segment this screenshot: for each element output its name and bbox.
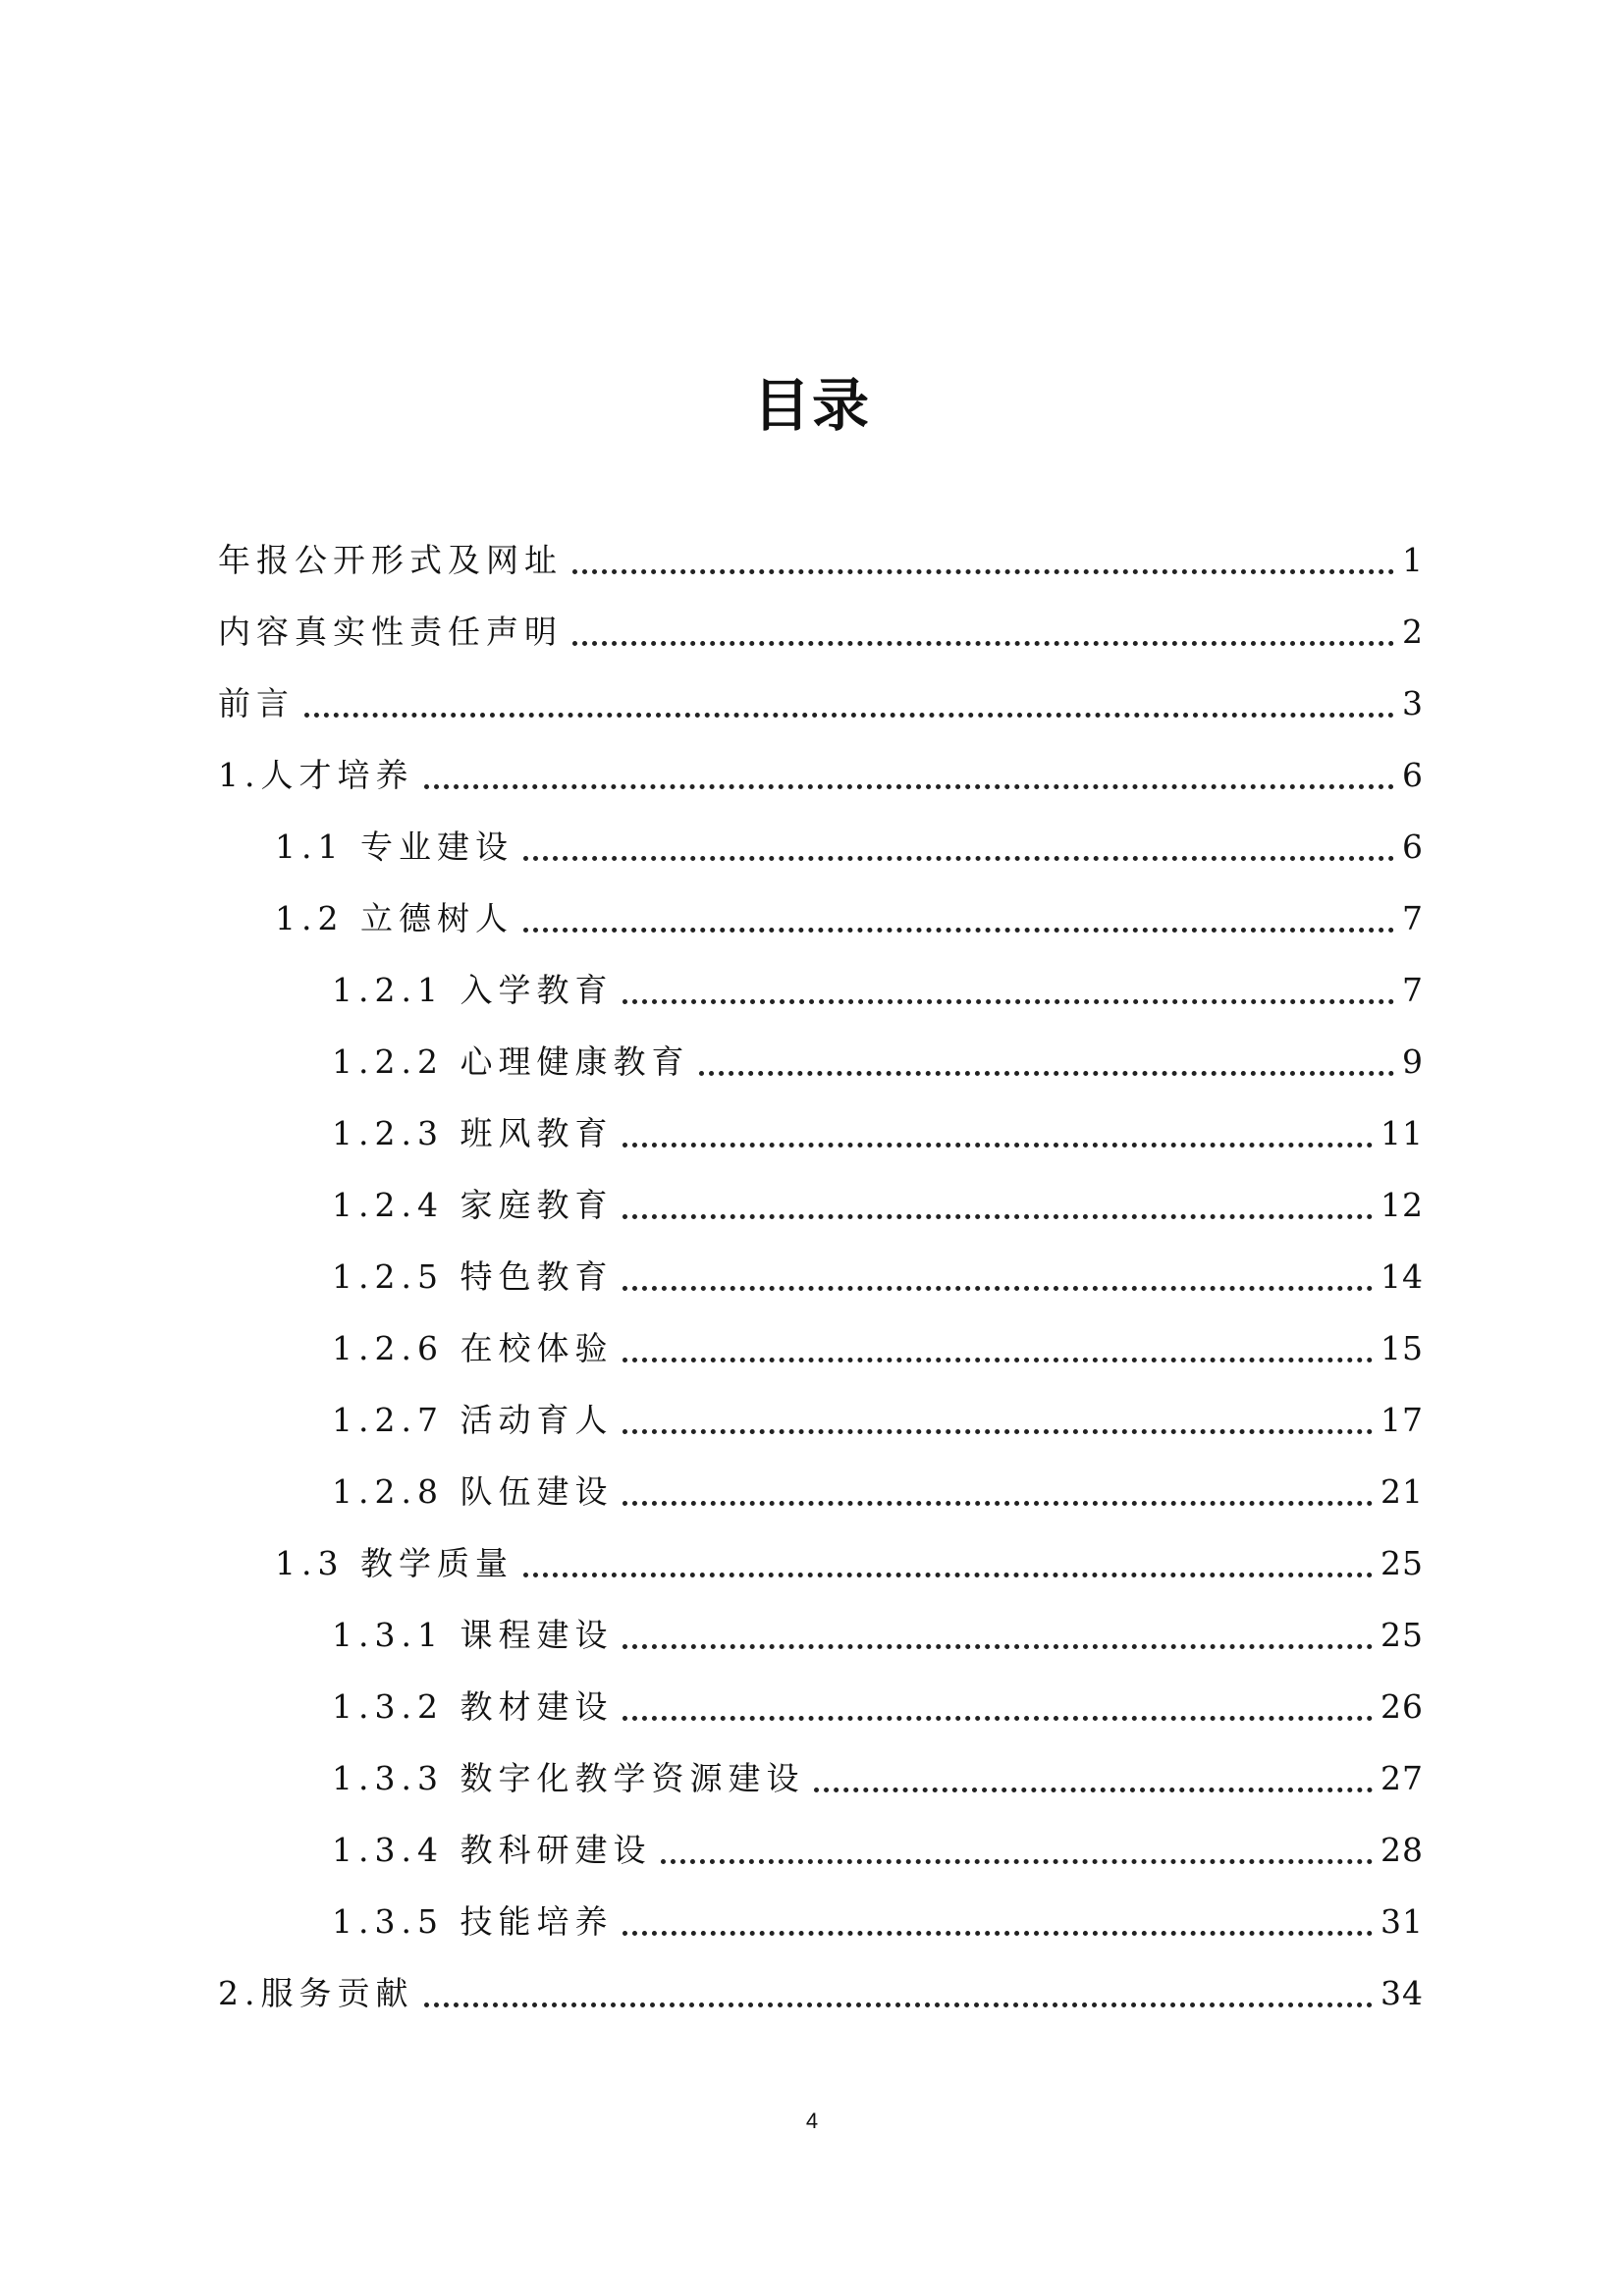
page-number: 4: [805, 2109, 819, 2133]
toc-entry-class-spirit[interactable]: [332, 1106, 1424, 1161]
toc-entry-page: 17: [1380, 1401, 1424, 1439]
toc-entry-page: 6: [1402, 828, 1424, 866]
toc-entry-preface[interactable]: [218, 676, 1424, 731]
toc-entry-label: 1.人才培养: [218, 756, 414, 794]
dot-leader: [424, 2002, 1374, 2007]
toc-entry-label: 1.3.3 数字化教学资源建设: [332, 1759, 805, 1797]
dot-leader: [623, 1931, 1373, 1936]
toc-entry-activity-education[interactable]: [332, 1393, 1424, 1448]
dot-leader: [623, 1644, 1373, 1649]
toc-entry-label: 1.2 立德树人: [275, 899, 514, 937]
toc-entry-page: 21: [1380, 1472, 1424, 1511]
toc-entry-label: 1.3.4 教科研建设: [332, 1831, 652, 1869]
dot-leader: [623, 1358, 1373, 1362]
toc-entry-page: 28: [1380, 1831, 1424, 1869]
dot-leader: [523, 1573, 1373, 1577]
toc-entry-label: 1.2.1 入学教育: [332, 971, 614, 1009]
toc-entry-curriculum[interactable]: [332, 1608, 1424, 1663]
toc-entry-label: 1.2.6 在校体验: [332, 1329, 614, 1367]
toc-entry-moral-education[interactable]: [275, 891, 1424, 946]
dot-leader: [304, 713, 1394, 718]
dot-leader: [572, 569, 1394, 574]
toc-entry-teaching-quality[interactable]: [275, 1536, 1424, 1591]
toc-entry-label: 1.2.7 活动育人: [332, 1401, 614, 1439]
toc-entry-page: 2: [1402, 613, 1424, 651]
dot-leader: [623, 999, 1394, 1004]
dot-leader: [523, 928, 1394, 933]
dot-leader: [572, 641, 1394, 646]
dot-leader: [623, 1501, 1373, 1506]
dot-leader: [623, 1143, 1373, 1148]
toc-entry-page: 34: [1380, 1974, 1424, 2012]
toc-entry-digital-resources[interactable]: [332, 1751, 1424, 1806]
toc-entry-label: 1.2.4 家庭教育: [332, 1186, 614, 1224]
dot-leader: [661, 1859, 1373, 1864]
toc-entry-page: 25: [1380, 1544, 1424, 1582]
toc-entry-page: 1: [1402, 541, 1424, 579]
toc-entry-authenticity-statement[interactable]: [218, 605, 1424, 660]
toc-entry-page: 3: [1402, 684, 1424, 722]
toc-entry-label: 2.服务贡献: [218, 1974, 414, 2012]
toc-entry-report-disclosure[interactable]: [218, 533, 1424, 588]
toc-entry-textbooks[interactable]: [332, 1680, 1424, 1735]
toc-entry-label: 1.3.5 技能培养: [332, 1902, 614, 1941]
toc-entry-page: 31: [1380, 1902, 1424, 1941]
toc-entry-page: 27: [1380, 1759, 1424, 1797]
toc-entry-label: 1.2.3 班风教育: [332, 1114, 614, 1152]
toc-entry-page: 15: [1380, 1329, 1424, 1367]
toc-entry-page: 11: [1380, 1114, 1424, 1152]
toc-entry-family-education[interactable]: [332, 1178, 1424, 1233]
toc-entry-page: 14: [1380, 1257, 1424, 1296]
toc-entry-label: 1.3.2 教材建设: [332, 1687, 614, 1726]
toc-entry-page: 7: [1402, 899, 1424, 937]
dot-leader: [623, 1716, 1373, 1721]
dot-leader: [523, 856, 1394, 861]
toc-entry-label: 1.2.5 特色教育: [332, 1257, 614, 1296]
toc-entry-page: 12: [1380, 1186, 1424, 1224]
toc-entry-label: 1.1 专业建设: [275, 828, 514, 866]
toc-entry-teaching-research[interactable]: [332, 1823, 1424, 1878]
dot-leader: [424, 784, 1395, 789]
page-title: 目录: [752, 372, 871, 439]
dot-leader: [623, 1214, 1373, 1219]
toc-entry-service-contribution[interactable]: [218, 1966, 1424, 2021]
dot-leader: [623, 1429, 1373, 1434]
dot-leader: [623, 1286, 1373, 1291]
toc-entry-characteristic-education[interactable]: [332, 1250, 1424, 1305]
toc-entry-page: 26: [1380, 1687, 1424, 1726]
toc-entry-major-construction[interactable]: [275, 820, 1424, 875]
toc-entry-label: 前言: [218, 684, 295, 722]
toc-entry-team-building[interactable]: [332, 1465, 1424, 1520]
toc-entry-page: 25: [1380, 1616, 1424, 1654]
toc-entry-talent-training[interactable]: [218, 748, 1424, 803]
toc-entry-page: 9: [1402, 1042, 1424, 1081]
toc-entry-label: 年报公开形式及网址: [218, 541, 563, 579]
toc-entry-label: 1.3 教学质量: [275, 1544, 514, 1582]
toc-entry-label: 1.2.8 队伍建设: [332, 1472, 614, 1511]
dot-leader: [814, 1788, 1373, 1792]
toc-entry-enrollment-education[interactable]: [332, 963, 1424, 1018]
toc-entry-skill-training[interactable]: [332, 1895, 1424, 1949]
toc-entry-page: 7: [1402, 971, 1424, 1009]
toc-entry-page: 6: [1402, 756, 1424, 794]
toc-entry-label: 内容真实性责任声明: [218, 613, 563, 651]
toc-entry-campus-experience[interactable]: [332, 1321, 1424, 1376]
toc-entry-mental-health[interactable]: [332, 1035, 1424, 1090]
toc-entry-label: 1.3.1 课程建设: [332, 1616, 614, 1654]
dot-leader: [699, 1071, 1394, 1076]
toc-entry-label: 1.2.2 心理健康教育: [332, 1042, 690, 1081]
